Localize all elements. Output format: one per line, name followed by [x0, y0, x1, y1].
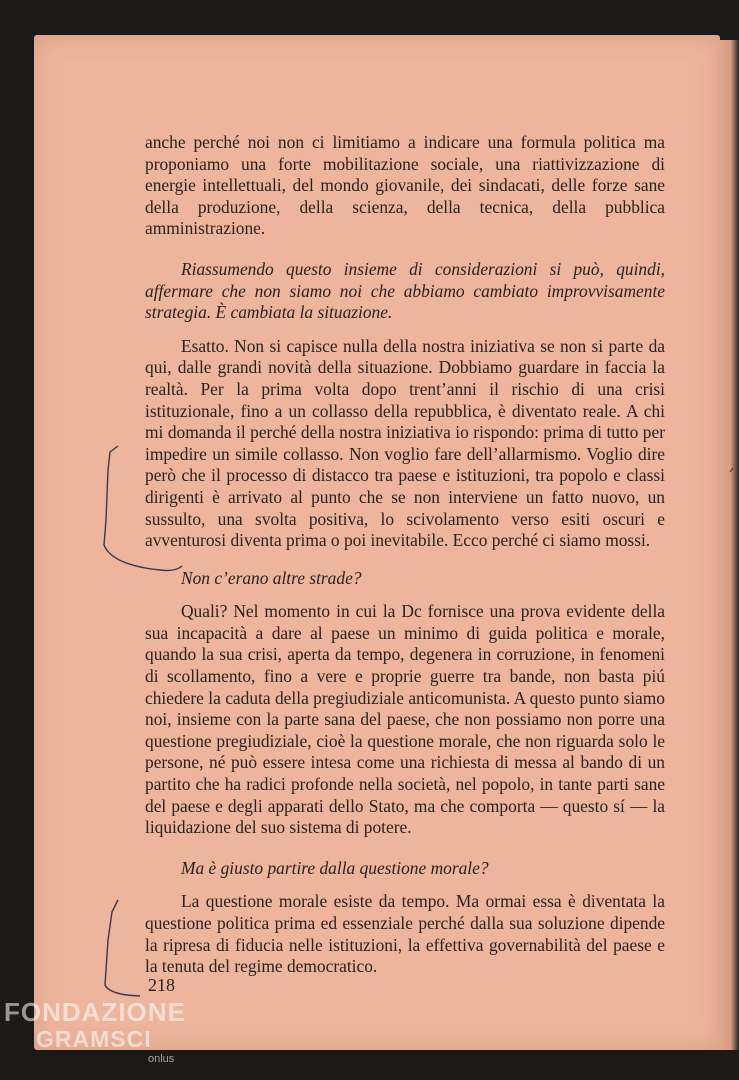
- answer-paragraph: Esatto. Non si capisce nulla della nostra iniziativa se non si parte da qui, dalle grandi novità della situazione. Dobbiamo guardare in faccia la realtà. Per la prima volta dopo trent’anni il rischio di una crisi istituzionale, fino a un collasso della repubblica, è diventato reale. A chi mi domanda il perché della nostra iniziativa io rispondo: prima di tutto per impedire un simile collasso. Non voglio fare dell’allarmismo. Voglio dire però che il processo di distacco tra paese e istituzioni, tra popolo e classi dirigenti è arrivato al punto che se non interviene un fatto nuovo, un sussulto, una svolta positiva, lo scivolamento verso esiti oscuri e avventurosi diventa prima o poi inevitabile. Ecco perché ci siamo mossi.: [145, 335, 665, 551]
- page-number: 218: [148, 975, 175, 995]
- watermark-onlus: onlus: [148, 1053, 175, 1065]
- watermark-fondazione: FONDAZIONE: [4, 997, 186, 1027]
- interview-question: Non c’erano altre strade?: [181, 567, 362, 588]
- answer-paragraph: La questione morale esiste da tempo. Ma ormai essa è diventata la questione politica prima ed essenziale perché dalla sua soluzione dipende la ripresa di fiducia nelle istituzioni, la effettiva governabilità del paese e la tenuta del regime democratico.: [145, 891, 665, 977]
- interview-question: Riassumendo questo insieme di considerazioni si può, quindi, affermare che non siamo noi che abbiamo cambiato improvvisamente strategia. È cambiata la situazione.: [145, 258, 665, 323]
- margin-bracket-lower: [105, 900, 140, 996]
- interview-question: Ma è giusto partire dalla questione morale?: [181, 857, 489, 878]
- watermark-gramsci: GRAMSCI: [36, 1026, 152, 1052]
- answer-paragraph: Quali? Nel momento in cui la Dc fornisce una prova evidente della sua incapacità a dare al paese un minimo di guida politica e morale, quando la sua crisi, aperta da tempo, degenera in corruzione, in fenomeni di scollamento, fino a vere e proprie guerre tra bande, non basta piú chiedere la caduta della pregiudiziale anticomunista. A questo punto siamo noi, insieme con la parte sana del paese, che non possiamo non porre una questione pregiudiziale, cioè la questione morale, che non riguarda solo le persone, né può essere intesa come una richiesta di messa al bando di un partito che ha radici profonde nella società, nel popolo, in tante parti sane del paese e degli apparati dello Stato, ma che comporta — questo sí — la liquidazione del suo sistema di potere.: [145, 601, 665, 838]
- margin-bracket-upper: [104, 446, 182, 571]
- paragraph-continuation: anche perché noi non ci limitiamo a indicare una formula politica ma proponiamo una forte mobilitazione sociale, una riattivizzazione di energie intellettuali, del mondo giovanile, dei sindacati, delle forze sane della produzione, della scienza, della tecnica, della pubblica amministrazione.: [145, 132, 665, 239]
- margin-tick: [730, 468, 733, 472]
